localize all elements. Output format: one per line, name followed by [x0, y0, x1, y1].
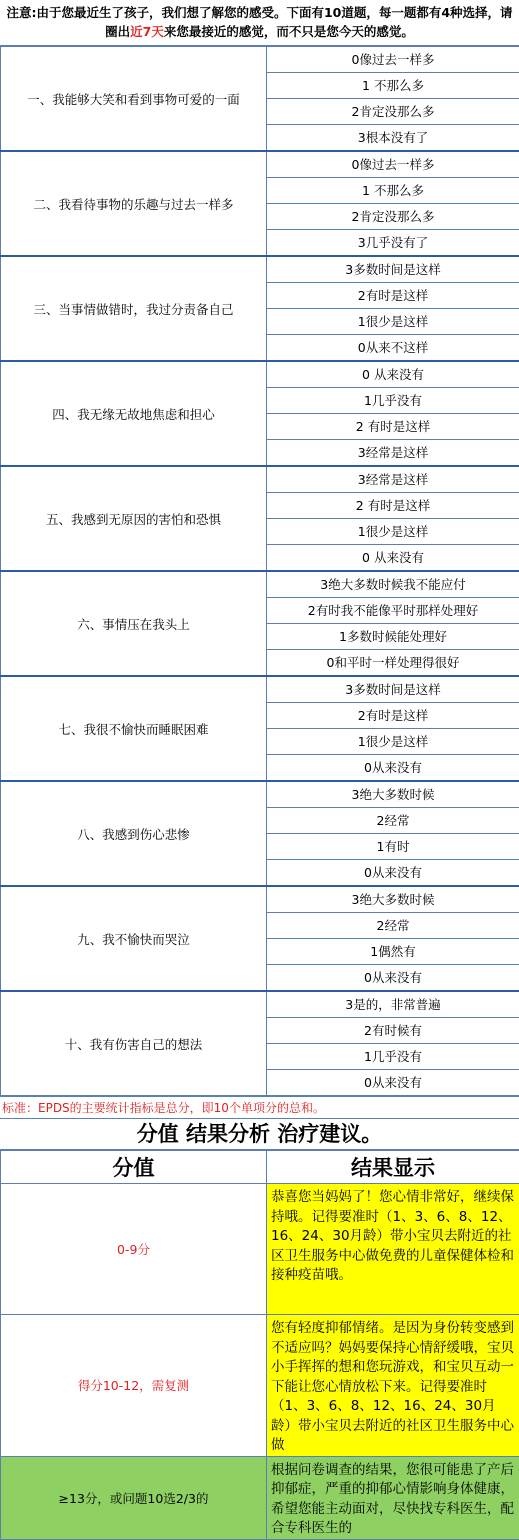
option-cell[interactable]: 0从来没有	[267, 965, 519, 992]
score-header: 分值	[1, 1151, 267, 1184]
result-text-2: 您有轻度抑郁情绪。是因为身份转变感到不适应吗？妈妈要保持心情舒缓哦，宝贝小手挥挥的想和您玩游戏，和宝贝互动一下能让您心情放松下来。记得要准时（1、3、6、8、12、16、24、30月龄）带小宝贝去附近的社区卫生服务中心做	[267, 1315, 519, 1457]
option-cell[interactable]: 1几乎没有	[267, 1044, 519, 1070]
option-cell[interactable]: 1很少是这样	[267, 309, 519, 335]
option-row	[1, 991, 519, 1018]
option-row	[1, 676, 519, 703]
note-highlight: 近7天	[130, 24, 164, 39]
option-cell[interactable]: 1多数时候能处理好	[267, 624, 519, 650]
option-cell[interactable]: 3是的，非常普遍	[267, 991, 519, 1018]
note-text-2: 来您最接近的感觉，而不只是您今天的感觉。	[164, 24, 414, 39]
option-cell[interactable]: 2经常	[267, 808, 519, 834]
option-row	[1, 886, 519, 913]
option-row	[1, 466, 519, 493]
option-cell[interactable]: 2 有时是这样	[267, 493, 519, 519]
option-cell[interactable]: 2经常	[267, 913, 519, 939]
question-text: 七、我很不愉快而睡眠困难	[1, 676, 267, 781]
question-text: 三、当事情做错时，我过分责备自己	[1, 256, 267, 361]
section-title: 分值 结果分析 治疗建议。	[0, 1118, 519, 1150]
option-cell[interactable]: 0从来没有	[267, 860, 519, 887]
note-text-1: 注意:由于您最近生了孩子，我们想了解您的感受。下面有10道题，每一题都有4种选择，请圈出	[6, 5, 512, 39]
option-cell[interactable]: 0和平时一样处理得很好	[267, 650, 519, 677]
result-score-3: ≥13分，或问题10选2/3的	[1, 1456, 267, 1539]
option-row	[1, 781, 519, 808]
option-cell[interactable]: 3几乎没有了	[267, 230, 519, 257]
option-cell[interactable]: 0 从来没有	[267, 545, 519, 572]
option-cell[interactable]: 0像过去一样多	[267, 47, 519, 73]
option-cell[interactable]: 3绝大多数时候	[267, 781, 519, 808]
question-text: 一、我能够大笑和看到事物可爱的一面	[1, 47, 267, 152]
option-cell[interactable]: 0 从来没有	[267, 361, 519, 388]
option-cell[interactable]: 3多数时间是这样	[267, 256, 519, 283]
scoring-standard: 标准：EPDS的主要统计指标是总分，即10个单项分的总和。	[0, 1096, 519, 1118]
result-text-3: 根据问卷调查的结果，您很可能患了产后抑郁症，严重的抑郁心情影响身体健康，希望您能主动面对，尽快找专科医生，配合专科医生的	[267, 1456, 519, 1539]
option-cell[interactable]: 1 不那么多	[267, 178, 519, 204]
option-cell[interactable]: 2有时是这样	[267, 703, 519, 729]
option-row	[1, 47, 519, 73]
question-text: 十、我有伤害自己的想法	[1, 991, 267, 1096]
option-cell[interactable]: 2肯定没那么多	[267, 204, 519, 230]
option-cell[interactable]: 1有时	[267, 834, 519, 860]
option-row	[1, 361, 519, 388]
option-cell[interactable]: 0从来没有	[267, 755, 519, 782]
option-cell[interactable]: 2有时是这样	[267, 283, 519, 309]
result-score-1: 0-9分	[1, 1184, 267, 1315]
option-row	[1, 256, 519, 283]
option-cell[interactable]: 1很少是这样	[267, 729, 519, 755]
option-row	[1, 151, 519, 178]
option-cell[interactable]: 2有时候有	[267, 1018, 519, 1044]
option-cell[interactable]: 1很少是这样	[267, 519, 519, 545]
result-score-2: 得分10-12，需复测	[1, 1315, 267, 1457]
questionnaire-table	[0, 46, 519, 1096]
result-text-1: 恭喜您当妈妈了！您心情非常好，继续保持哦。记得要准时（1、3、6、8、12、16、24、30月龄）带小宝贝去附近的社区卫生服务中心做免费的儿童保健体检和接种疫苗哦。	[267, 1184, 519, 1315]
question-text: 九、我不愉快而哭泣	[1, 886, 267, 991]
option-cell[interactable]: 2有时我不能像平时那样处理好	[267, 598, 519, 624]
question-text: 六、事情压在我头上	[1, 571, 267, 676]
option-cell[interactable]: 1 不那么多	[267, 73, 519, 99]
option-row	[1, 571, 519, 598]
option-cell[interactable]: 0从来没有	[267, 1070, 519, 1096]
option-cell[interactable]: 3绝大多数时候我不能应付	[267, 571, 519, 598]
option-cell[interactable]: 1偶然有	[267, 939, 519, 965]
option-cell[interactable]: 1几乎没有	[267, 388, 519, 414]
result-table	[0, 1150, 519, 1540]
option-cell[interactable]: 3根本没有了	[267, 125, 519, 152]
question-text: 五、我感到无原因的害怕和恐惧	[1, 466, 267, 571]
instruction-note	[0, 0, 519, 46]
question-text: 八、我感到伤心悲惨	[1, 781, 267, 886]
option-cell[interactable]: 3经常是这样	[267, 466, 519, 493]
question-text: 二、我看待事物的乐趣与过去一样多	[1, 151, 267, 256]
option-cell[interactable]: 0从来不这样	[267, 335, 519, 362]
question-text: 四、我无缘无故地焦虑和担心	[1, 361, 267, 466]
option-cell[interactable]: 3经常是这样	[267, 440, 519, 467]
option-cell[interactable]: 3多数时间是这样	[267, 676, 519, 703]
option-cell[interactable]: 0像过去一样多	[267, 151, 519, 178]
option-cell[interactable]: 2肯定没那么多	[267, 99, 519, 125]
option-cell[interactable]: 3绝大多数时候	[267, 886, 519, 913]
result-header: 结果显示	[267, 1151, 519, 1184]
option-cell[interactable]: 2 有时是这样	[267, 414, 519, 440]
